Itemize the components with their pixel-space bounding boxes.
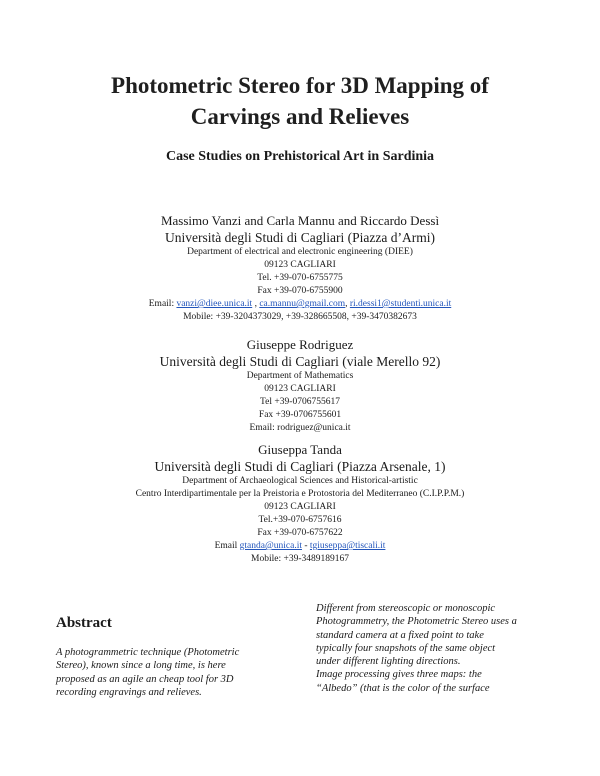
author-email: Email: rodriguez@unica.it [249,423,351,433]
abstract-section [56,613,302,699]
author-university: Università degli Studi di Cagliari (Piazza d’Armi) [165,230,435,245]
email-separator: , [345,299,350,309]
title-line-1: Photometric Stereo for 3D Mapping of [111,73,489,98]
body-line: Image processing gives three maps: the [316,669,482,681]
author-city: 09123 CAGLIARI [264,384,336,394]
abstract-line: proposed as an agile an cheap tool for 3D [56,673,234,685]
abstract-line: recording engravings and relieves. [56,686,202,698]
email-link[interactable]: ri.dessi1@studenti.unica.it [349,299,452,309]
abstract-body [56,646,302,699]
author-block-3 [20,441,580,566]
body-line: standard camera at a fixed point to take [316,629,484,641]
author-tel: Tel. +39-070-6755775 [257,273,343,283]
body-line: Photogrammetry, the Photometric Stereo uses a [316,616,517,628]
body-line: under different lighting directions. [316,656,461,668]
email-separator: , [252,299,260,309]
paper-title [40,70,560,132]
author-email-line [20,540,580,553]
body-line: “Albedo” (that is the color of the surface [316,682,490,694]
right-column-text [316,602,562,695]
author-city: 09123 CAGLIARI [264,502,336,512]
author-tel: Tel +39-0706755617 [260,397,340,407]
author-email-line [20,298,580,311]
author-names: Giuseppa Tanda [258,442,342,457]
author-block-1 [20,212,580,324]
abstract-heading: Abstract [56,615,112,631]
abstract-line: Stereo), known since a long time, is here [56,660,226,672]
title-line-2: Carvings and Relieves [190,104,410,129]
email-prefix: Email [214,541,240,551]
email-separator: - [301,541,310,551]
author-fax: Fax +39-0706755601 [258,410,342,420]
author-city: 09123 CAGLIARI [264,260,336,270]
author-university: Università degli Studi di Cagliari (Piazza Arsenale, 1) [154,459,446,474]
author-mobile: Mobile: +39-3204373029, +39-328665508, +39-3470382673 [183,312,417,322]
email-link[interactable]: ca.mannu@gmail.com [259,299,346,309]
author-university: Università degli Studi di Cagliari (viale Merello 92) [159,354,441,369]
author-department: Department of Mathematics [246,371,354,381]
author-fax: Fax +39-070-6755900 [257,286,343,296]
body-line: typically four snapshots of the same object [316,642,496,654]
email-link[interactable]: tgiuseppa@tiscali.it [309,541,386,551]
author-block-2 [20,336,580,435]
author-institute: Centro Interdipartimentale per la Preistoria e Protostoria del Mediterraneo (C.I.P.P.M.) [135,489,465,499]
email-prefix: Email: [148,299,177,309]
author-mobile: Mobile: +39-3489189167 [251,554,349,564]
author-department: Department of electrical and electronic engineering (DIEE) [187,247,413,257]
author-fax: Fax +39-070-6757622 [257,528,343,538]
paper-subtitle: Case Studies on Prehistorical Art in Sardinia [165,149,435,164]
author-tel: Tel.+39-070-6757616 [258,515,342,525]
body-paragraph [316,602,562,695]
body-line: Different from stereoscopic or monoscopic [316,603,496,614]
author-names: Giuseppe Rodriguez [246,337,354,352]
email-link[interactable]: vanzi@diee.unica.it [176,299,253,309]
author-names: Massimo Vanzi and Carla Mannu and Riccardo Dessì [160,213,440,228]
abstract-line: A photogrammetric technique (Photometric [56,647,240,658]
email-link[interactable]: gtanda@unica.it [239,541,302,551]
author-department: Department of Archaeological Sciences and Historical-artistic [182,476,418,486]
